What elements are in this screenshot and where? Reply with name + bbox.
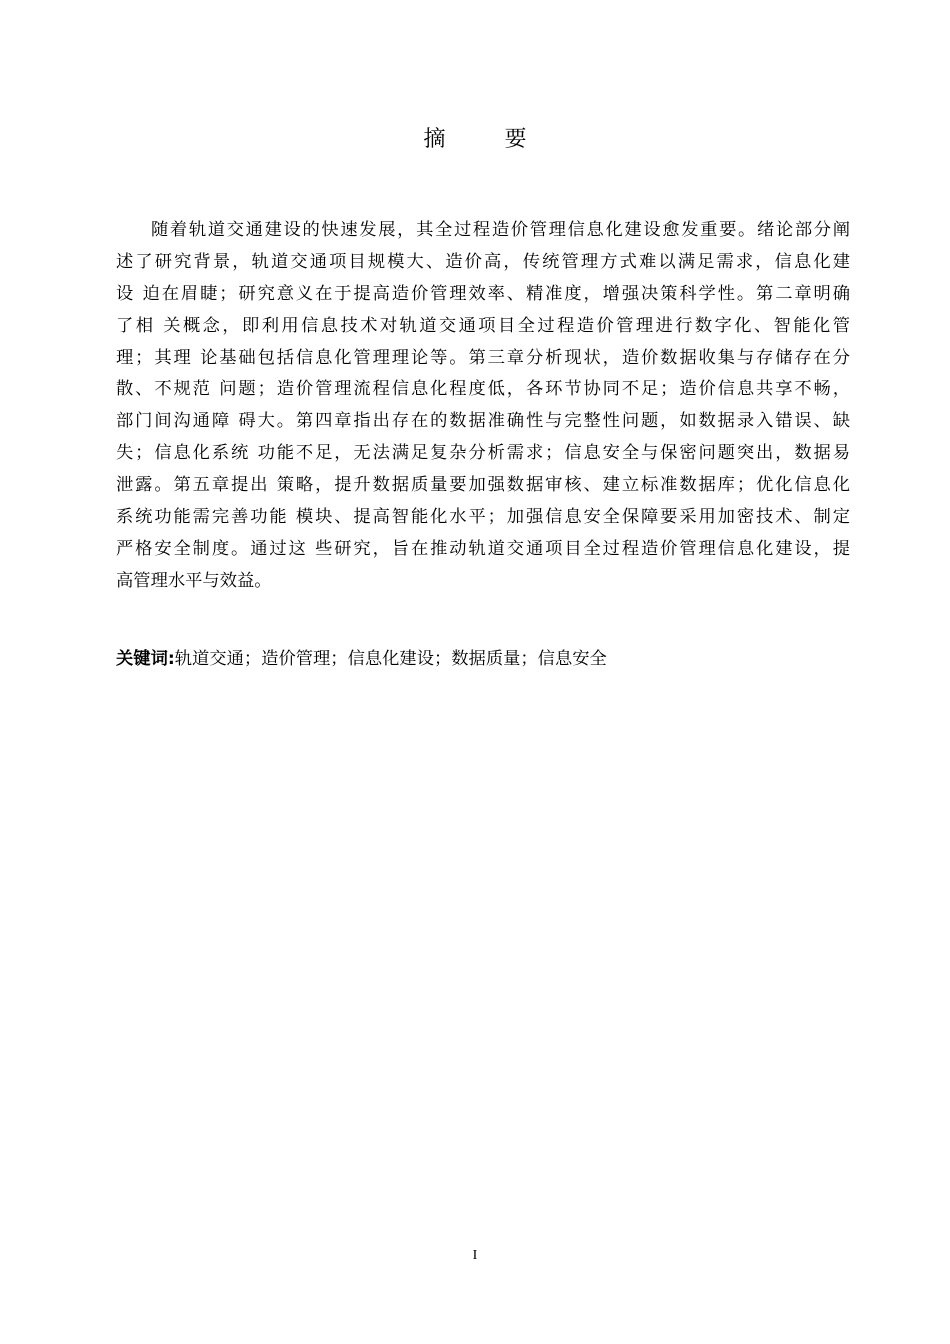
abstract-line: 严格安全制度。通过这 些研究，旨在推动轨道交通项目全过程造价管理信息化建设，提 [116, 538, 850, 559]
abstract-line: 散、不规范 问题；造价管理流程信息化程度低，各环节协同不足；造价信息共享不畅， [116, 379, 850, 400]
keywords-label: 关键词: [116, 649, 175, 669]
abstract-body [116, 215, 850, 598]
abstract-line: 述了研究背景，轨道交通项目规模大、造价高，传统管理方式难以满足需求，信息化建 [116, 251, 850, 272]
abstract-line: 系统功能需完善功能 模块、提高智能化水平；加强信息安全保障要采用加密技术、制定 [116, 507, 850, 528]
abstract-line: 失；信息化系统 功能不足，无法满足复杂分析需求；信息安全与保密问题突出，数据易 [116, 443, 850, 464]
page-title: 摘 要 [423, 127, 553, 152]
abstract-line: 高管理水平与效益。 [116, 570, 272, 591]
abstract-line: 了相 关概念，即利用信息技术对轨道交通项目全过程造价管理进行数字化、智能化管 [116, 315, 850, 336]
abstract-line: 理；其理 论基础包括信息化管理理论等。第三章分析现状，造价数据收集与存储存在分 [116, 347, 850, 368]
abstract-line: 泄露。第五章提出 策略，提升数据质量要加强数据审核、建立标准数据库；优化信息化 [116, 475, 850, 496]
page-number: I [472, 1248, 478, 1263]
keywords [116, 645, 607, 673]
abstract-line: 随着轨道交通建设的快速发展，其全过程造价管理信息化建设愈发重要。绪论部分阐 [151, 220, 850, 240]
abstract-line: 设 迫在眉睫；研究意义在于提高造价管理效率、精准度，增强决策科学性。第二章明确 [116, 283, 850, 304]
keywords-text: 轨道交通；造价管理；信息化建设；数据质量；信息安全 [174, 649, 607, 669]
abstract-line: 部门间沟通障 碍大。第四章指出存在的数据准确性与完整性问题，如数据录入错误、缺 [116, 411, 850, 432]
